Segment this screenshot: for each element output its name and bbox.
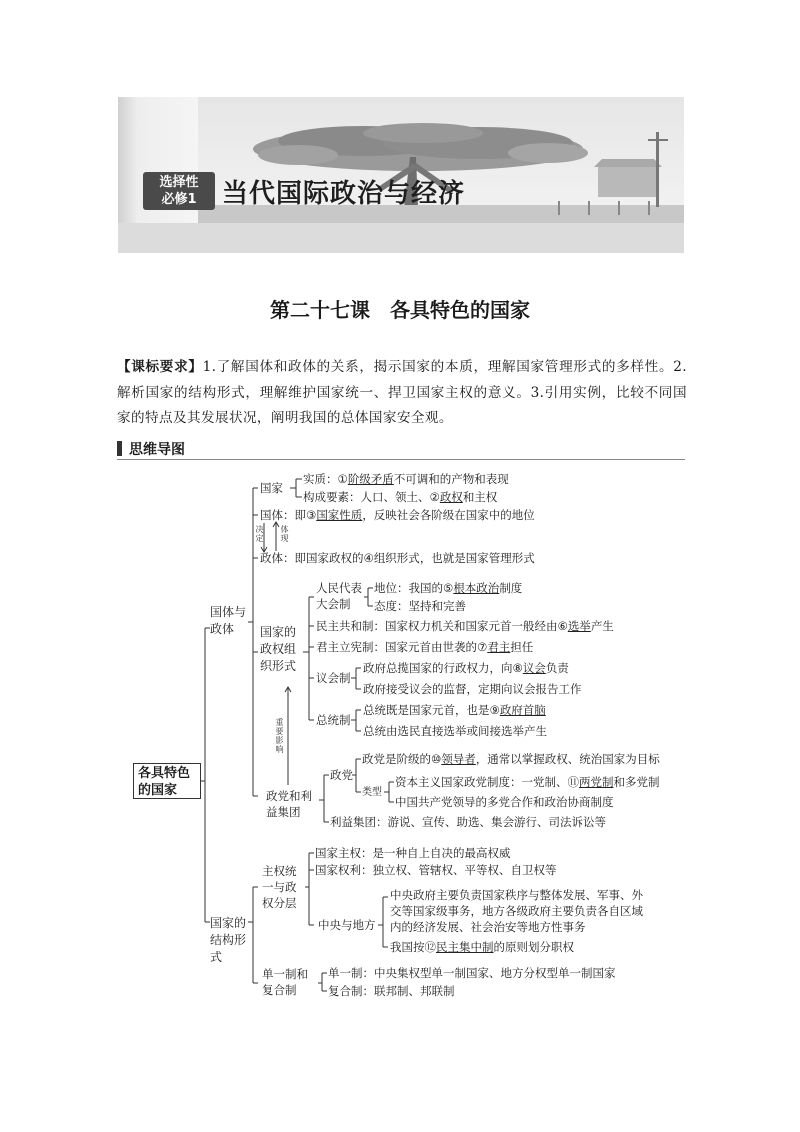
- node-npc-attitude: 态度：坚持和完善: [374, 599, 466, 613]
- node-constitutional-monarchy: 君主立宪制：国家元首由世袭的⑦君主担任: [316, 640, 534, 654]
- requirements-text: 1.了解国体和政体的关系，揭示国家的本质，理解国家管理形式的多样性。2.解析国家的结构形式，理解维护国家统一、捍卫国家主权的意义。3.引用实例，比较不同国家的特点及其发展状况，阐明我国的总体国家安全观。: [117, 359, 687, 426]
- label-decide: 决定: [255, 525, 264, 543]
- node-presidential: 总统制: [316, 713, 351, 727]
- node-parliament-item1: 政府总揽国家的行政权力，向⑧议会负责: [363, 661, 569, 675]
- node-parliamentary: 议会制: [316, 671, 351, 685]
- node-central-local-item1b: 交等国家级事务，地方各级政府主要负责各自区域: [390, 904, 643, 918]
- node-presidential-item1: 总统既是国家元首，也是⑨政府首脑: [363, 703, 546, 717]
- node-presidential-item2: 总统由选民直接选举或间接选举产生: [363, 724, 547, 738]
- lesson-name: 各具特色的国家: [390, 298, 530, 322]
- node-unitary-label2: 复合制: [262, 983, 297, 997]
- node-parties-label1: 政党和利: [266, 789, 312, 803]
- mindmap-root: 各具特色的国家: [133, 763, 201, 799]
- requirements-tag: 【课标要求】: [117, 359, 203, 375]
- badge-line1: 选择性: [159, 175, 199, 190]
- node-parliament-item2: 政府接受议会的监督，定期向议会报告工作: [363, 682, 582, 696]
- node-sov-label1: 主权统: [262, 864, 297, 878]
- node-party-types: 类型: [362, 787, 382, 798]
- node-sov-label3: 权分层: [262, 896, 297, 910]
- node-interest-groups: 利益集团：游说、宣传、助选、集会游行、司法诉讼等: [330, 815, 606, 829]
- node-party-definition: 政党是阶级的⑩领导者，通常以掌握政权、统治国家为目标: [362, 752, 660, 766]
- node-party-type2: 中国共产党领导的多党合作和政治协商制度: [395, 795, 614, 809]
- book-title: 当代国际政治与经济: [222, 179, 466, 209]
- node-organization-forms: 国家的政权组织形式: [260, 625, 297, 673]
- node-unitary-item2: 复合制：联邦制、邦联制: [328, 984, 455, 998]
- node-npc-label2: 大会制: [316, 597, 351, 611]
- node-political-party: 政党: [330, 768, 353, 782]
- label-reflect: 体现: [280, 525, 289, 543]
- mindmap-title: 思维导图: [129, 442, 185, 458]
- node-state-elements: 构成要素：人口、领土、②政权和主权: [303, 490, 498, 504]
- node-party-type1: 资本主义国家政党制度：一党制、⑪两党制和多党制: [395, 775, 660, 789]
- node-unitary-item1: 单一制：中央集权型单一制国家、地方分权型单一制国家: [328, 966, 616, 980]
- node-state-system-and-form: 国体与政体: [210, 605, 247, 636]
- node-form-of-government: 政体：即国家政权的④组织形式，也就是国家管理形式: [260, 551, 535, 565]
- node-npc-status: 地位：我国的⑤根本政治制度: [374, 581, 523, 595]
- label-important-influence: 重要影响: [275, 718, 284, 754]
- node-npc-label1: 人民代表: [316, 581, 362, 595]
- node-democratic-republic: 民主共和制：国家权力机关和国家元首一般经由⑥选举产生: [316, 619, 614, 633]
- node-central-local: 中央与地方: [318, 918, 376, 932]
- node-parties-label2: 益集团: [266, 805, 301, 819]
- node-unitary-label1: 单一制和: [262, 967, 308, 981]
- node-sov-label2: 一与政: [262, 880, 297, 894]
- node-state: 国家: [260, 481, 283, 495]
- node-structure-forms: 国家的结构形式: [210, 916, 247, 964]
- node-central-local-item2: 我国按⑫民主集中制的原则划分职权: [390, 940, 574, 954]
- lesson-number: 第二十七课: [270, 298, 370, 322]
- node-sovereignty-supreme: 国家主权：是一种自上自决的最高权威: [315, 846, 511, 860]
- badge-line2: 必修1: [161, 192, 197, 207]
- node-central-local-item1c: 内的经济发展、社会治安等地方性事务: [390, 920, 586, 934]
- node-state-system: 国体：即③国家性质，反映社会各阶级在国家中的地位: [260, 508, 535, 522]
- node-state-essence: 实质：①阶级矛盾不可调和的产物和表现: [303, 472, 509, 486]
- node-central-local-item1a: 中央政府主要负责国家秩序与整体发展、军事、外: [390, 888, 643, 902]
- node-state-rights: 国家权利：独立权、管辖权、平等权、自卫权等: [315, 863, 557, 877]
